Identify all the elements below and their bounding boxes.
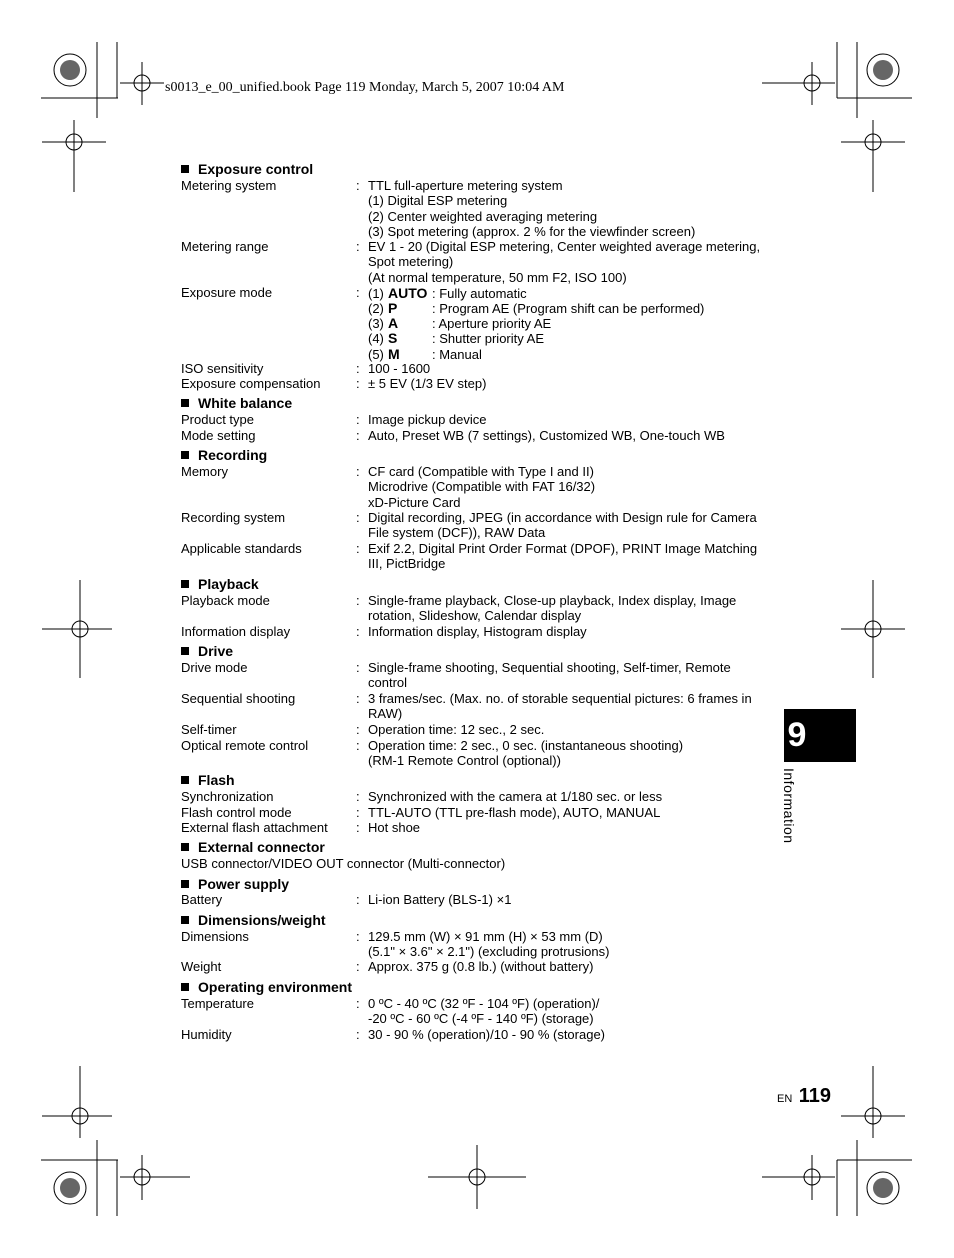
spec-label: Metering system xyxy=(181,178,277,193)
bullet-square-icon xyxy=(181,983,189,991)
section-title: Recording xyxy=(198,447,268,463)
mode-description: : Program AE (Program shift can be performed) xyxy=(432,301,705,316)
spec-value-line: Auto, Preset WB (7 settings), Customized WB, One-touch WB xyxy=(368,428,725,443)
section-heading xyxy=(181,912,326,928)
spec-colon: : xyxy=(356,789,360,804)
spec-label: Recording system xyxy=(181,510,286,525)
mode-number: (4) xyxy=(368,331,384,346)
spec-label: Mode setting xyxy=(181,428,256,443)
spec-value xyxy=(368,789,662,804)
spec-label: External flash attachment xyxy=(181,820,328,835)
spec-label: Information display xyxy=(181,624,291,639)
spec-value-line: III, PictBridge xyxy=(368,556,446,572)
spec-value-line: RAW) xyxy=(368,706,403,722)
section-heading xyxy=(181,576,259,592)
bullet-square-icon xyxy=(181,165,189,173)
spec-value xyxy=(368,178,695,239)
spec-value-line: xD-Picture Card xyxy=(368,494,461,510)
mode-number: (3) xyxy=(368,316,384,331)
spec-value-line: (2) Center weighted averaging metering xyxy=(368,208,598,224)
chapter-label: Information xyxy=(781,768,797,844)
spec-value-line: Hot shoe xyxy=(368,820,421,835)
bullet-square-icon xyxy=(181,776,189,784)
spec-label: Exposure compensation xyxy=(181,376,321,391)
spec-value xyxy=(368,464,595,510)
spec-value-line: (5.1" × 3.6" × 2.1") (excluding protrusions) xyxy=(368,944,610,960)
spec-colon: : xyxy=(356,285,360,300)
chapter-number: 9 xyxy=(787,716,807,754)
spec-colon: : xyxy=(356,464,360,479)
spec-value-line: ± 5 EV (1/3 EV step) xyxy=(368,376,487,391)
spec-colon: : xyxy=(356,892,360,907)
spec-value-line: Information display, Histogram display xyxy=(368,624,587,639)
spec-value-line: 100 - 1600 xyxy=(368,361,431,376)
spec-value-line: (At normal temperature, 50 mm F2, ISO 100) xyxy=(368,269,627,285)
section-heading xyxy=(181,447,267,463)
spec-label: Temperature xyxy=(181,996,254,1011)
spec-colon: : xyxy=(356,959,360,974)
spec-value-line: rotation, Slideshow, Calendar display xyxy=(368,608,582,624)
exposure-mode-item xyxy=(368,300,704,316)
spec-label: ISO sensitivity xyxy=(181,361,264,376)
section-text: USB connector/VIDEO OUT connector (Multi-connector) xyxy=(181,856,506,871)
bullet-square-icon xyxy=(181,399,189,407)
bullet-square-icon xyxy=(181,580,189,588)
spec-colon: : xyxy=(356,593,360,608)
spec-label: Humidity xyxy=(181,1027,232,1042)
spec-label: Memory xyxy=(181,464,228,479)
mode-icon: A xyxy=(388,315,399,331)
section-heading xyxy=(181,643,233,659)
page-number xyxy=(777,1085,831,1108)
spec-label: Synchronization xyxy=(181,789,274,804)
section-heading xyxy=(181,161,313,177)
spec-value-line: Microdrive (Compatible with FAT 16/32) xyxy=(368,479,596,495)
bullet-square-icon xyxy=(181,880,189,888)
mode-number: (2) xyxy=(368,301,384,316)
spec-label: Optical remote control xyxy=(181,738,309,753)
spec-value xyxy=(368,428,725,443)
spec-value-line: 30 - 90 % (operation)/10 - 90 % (storage) xyxy=(368,1027,606,1042)
spec-colon: : xyxy=(356,996,360,1011)
bullet-square-icon xyxy=(181,647,189,655)
spec-value-line: (RM-1 Remote Control (optional)) xyxy=(368,753,561,769)
spec-value xyxy=(368,805,660,820)
spec-value-line: 0 ºC - 40 ºC (32 ºF - 104 ºF) (operation)/ xyxy=(368,996,600,1011)
mode-description: : Fully automatic xyxy=(432,286,527,301)
spec-value-line: Approx. 375 g (0.8 lb.) (without battery) xyxy=(368,959,594,974)
spec-value-line: control xyxy=(368,675,408,691)
spec-colon: : xyxy=(356,239,360,254)
spec-label: Self-timer xyxy=(181,722,237,737)
section-heading xyxy=(181,772,235,788)
spec-value-line: Synchronized with the camera at 1/180 sec. or less xyxy=(368,789,663,804)
spec-value xyxy=(368,738,683,769)
spec-value xyxy=(368,239,760,285)
spec-colon: : xyxy=(356,541,360,556)
mode-icon: M xyxy=(388,346,400,362)
spec-value xyxy=(368,660,731,691)
exposure-mode-item xyxy=(368,346,482,362)
spec-value-line: Digital recording, JPEG (in accordance with Design rule for Camera xyxy=(368,510,757,525)
mode-icon: AUTO xyxy=(388,285,428,301)
spec-value xyxy=(368,929,609,960)
section-heading xyxy=(181,876,289,892)
spec-label: Dimensions xyxy=(181,929,249,944)
spec-value-line: Spot metering) xyxy=(368,254,454,270)
mode-description: : Shutter priority AE xyxy=(432,331,544,346)
spec-value xyxy=(368,892,511,907)
bullet-square-icon xyxy=(181,451,189,459)
mode-description: : Manual xyxy=(432,347,482,362)
section-title: Flash xyxy=(198,772,235,788)
page-number-prefix: EN xyxy=(777,1093,793,1105)
spec-value xyxy=(368,820,420,835)
spec-label: Playback mode xyxy=(181,593,270,608)
spec-value xyxy=(368,412,487,427)
spec-colon: : xyxy=(356,660,360,675)
spec-colon: : xyxy=(356,820,360,835)
spec-value xyxy=(368,361,430,376)
section-title: White balance xyxy=(198,395,293,411)
section-title: Exposure control xyxy=(198,161,314,177)
spec-value-line: File system (DCF)), RAW Data xyxy=(368,525,546,541)
spec-label: Weight xyxy=(181,959,222,974)
spec-label: Sequential shooting xyxy=(181,691,296,706)
section-title: Power supply xyxy=(198,876,290,892)
page-number-value: 119 xyxy=(798,1085,831,1107)
section-title: Playback xyxy=(198,576,259,592)
spec-colon: : xyxy=(356,510,360,525)
spec-colon: : xyxy=(356,929,360,944)
section-heading xyxy=(181,395,292,411)
spec-value xyxy=(368,624,587,639)
spec-label: Flash control mode xyxy=(181,805,292,820)
spec-colon: : xyxy=(356,412,360,427)
spec-colon: : xyxy=(356,1027,360,1042)
spec-value-line: CF card (Compatible with Type I and II) xyxy=(368,464,594,479)
book-header: s0013_e_00_unified.book Page 119 Monday, March 5, 2007 10:04 AM xyxy=(165,80,565,95)
section-title: Operating environment xyxy=(198,979,353,995)
exposure-mode-item xyxy=(368,330,544,346)
mode-number: (5) xyxy=(368,347,384,362)
spec-value-line: Operation time: 12 sec., 2 sec. xyxy=(368,722,545,737)
spec-value-line: Image pickup device xyxy=(368,412,487,427)
section-heading xyxy=(181,839,325,855)
spec-value-line: EV 1 - 20 (Digital ESP metering, Center weighted average metering, xyxy=(368,239,761,254)
section-title: External connector xyxy=(198,839,325,855)
spec-value-line: Operation time: 2 sec., 0 sec. (instantaneous shooting) xyxy=(368,738,684,753)
spec-value-line: (3) Spot metering (approx. 2 % for the viewfinder screen) xyxy=(368,223,696,239)
exposure-mode-item xyxy=(368,315,551,331)
spec-value xyxy=(368,1027,605,1042)
mode-number: (1) xyxy=(368,286,384,301)
section-heading xyxy=(181,979,352,995)
spec-value-line: -20 ºC - 60 ºC (-4 ºF - 140 ºF) (storage) xyxy=(368,1011,594,1027)
spec-value xyxy=(368,593,736,624)
spec-colon: : xyxy=(356,624,360,639)
spec-value xyxy=(368,959,593,974)
bullet-square-icon xyxy=(181,843,189,851)
spec-value-line: Single-frame shooting, Sequential shooting, Self-timer, Remote xyxy=(368,660,731,675)
spec-colon: : xyxy=(356,805,360,820)
spec-value-line: Exif 2.2, Digital Print Order Format (DPOF), PRINT Image Matching xyxy=(368,541,758,556)
spec-colon: : xyxy=(356,376,360,391)
spec-value-line: Single-frame playback, Close-up playback, Index display, Image xyxy=(368,593,737,608)
spec-label: Applicable standards xyxy=(181,541,302,556)
mode-icon: P xyxy=(388,300,398,316)
bullet-square-icon xyxy=(181,916,189,924)
spec-label: Metering range xyxy=(181,239,269,254)
spec-colon: : xyxy=(356,428,360,443)
spec-value xyxy=(368,691,752,722)
spec-colon: : xyxy=(356,738,360,753)
spec-value xyxy=(368,996,599,1027)
spec-value xyxy=(368,510,757,541)
spec-label: Battery xyxy=(181,892,223,907)
spec-colon: : xyxy=(356,361,360,376)
spec-value-line: 3 frames/sec. (Max. no. of storable sequential pictures: 6 frames in xyxy=(368,691,752,706)
mode-icon: S xyxy=(388,330,398,346)
spec-label: Drive mode xyxy=(181,660,248,675)
spec-colon: : xyxy=(356,722,360,737)
mode-description: : Aperture priority AE xyxy=(432,316,552,331)
section-title: Dimensions/weight xyxy=(198,912,326,928)
spec-colon: : xyxy=(356,178,360,193)
exposure-mode-item xyxy=(368,285,527,301)
spec-value xyxy=(368,376,486,391)
spec-value-line: 129.5 mm (W) × 91 mm (H) × 53 mm (D) xyxy=(368,929,603,944)
spec-value-line: TTL-AUTO (TTL pre-flash mode), AUTO, MANUAL xyxy=(368,805,661,820)
spec-value-line: TTL full-aperture metering system xyxy=(368,178,563,193)
section-title: Drive xyxy=(198,643,234,659)
spec-label: Product type xyxy=(181,412,254,427)
spec-value-line: Li-ion Battery (BLS-1) ×1 xyxy=(368,892,512,907)
spec-label: Exposure mode xyxy=(181,285,273,300)
spec-value xyxy=(368,722,544,737)
spec-colon: : xyxy=(356,691,360,706)
spec-value xyxy=(368,541,757,572)
spec-value-line: (1) Digital ESP metering xyxy=(368,193,508,209)
